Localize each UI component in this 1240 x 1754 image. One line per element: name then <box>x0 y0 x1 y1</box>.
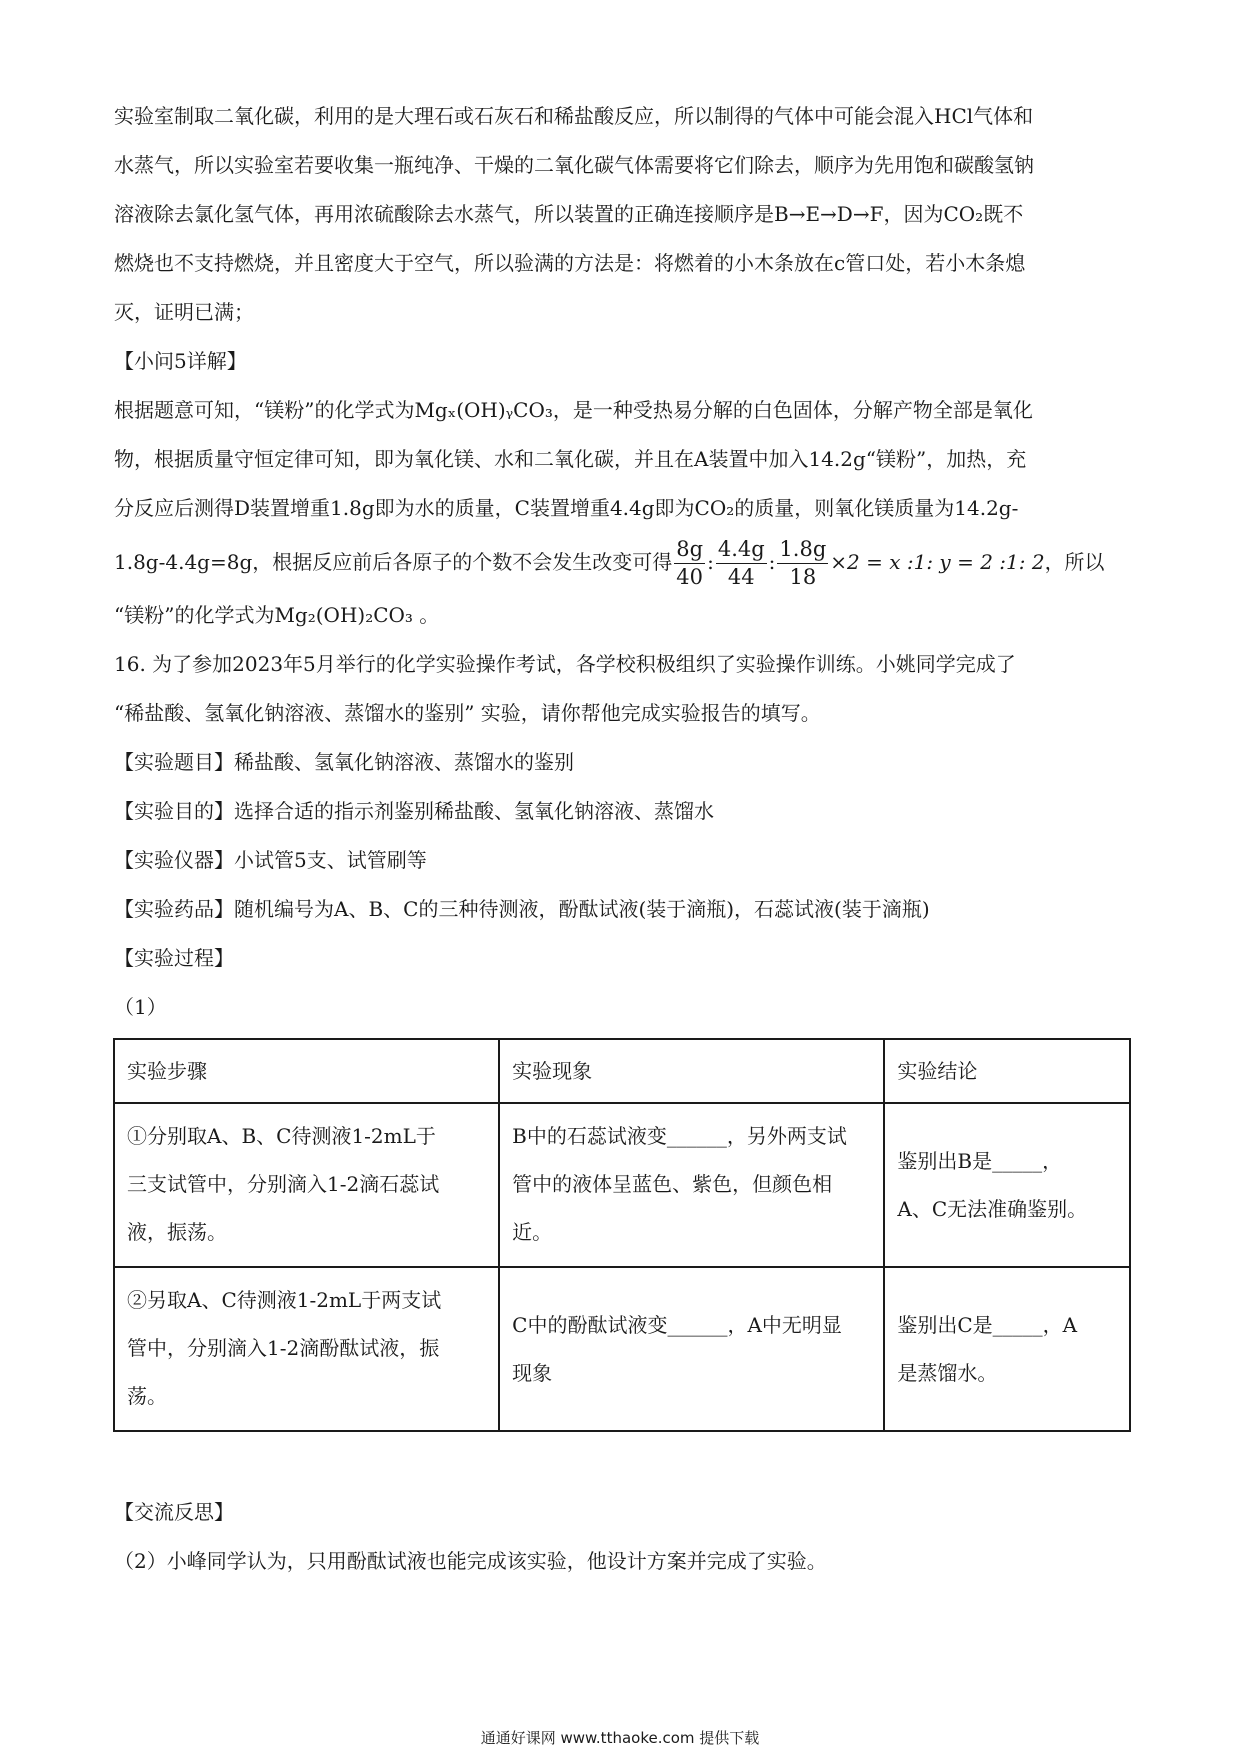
cell-line: ①分别取A、B、C待测液1-2mL于 <box>127 1124 436 1148</box>
cell-line: A、C无法准确鉴别。 <box>897 1197 1088 1221</box>
cell-line: 鉴别出C是_____，A <box>897 1313 1078 1337</box>
cell-line: ②另取A、C待测液1-2mL于两支试 <box>127 1288 442 1312</box>
cell-line: 荡。 <box>127 1384 167 1408</box>
text-line: 16. 为了参加2023年5月举行的化学实验操作考试，各学校积极组织了实验操作训练。小姚同学完成了 <box>114 652 1016 676</box>
cell-line: 是蒸馏水。 <box>897 1361 998 1385</box>
paragraph-magnesium-powder <box>114 386 1130 533</box>
page-content <box>114 92 1130 1032</box>
table-cell-conclusion <box>884 1103 1130 1267</box>
fraction-numerator: 8g <box>674 539 705 564</box>
text-line: 分反应后测得D装置增重1.8g即为水的质量，C装置增重4.4g即为CO₂的质量，则氧化镁质量为14.2g- <box>114 496 1019 520</box>
cell-line: 近。 <box>512 1220 553 1244</box>
experiment-process: 【实验过程】 <box>114 946 234 970</box>
formula-prefix: 1.8g-4.4g=8g，根据反应前后各原子的个数不会发生改变可得 <box>114 550 673 574</box>
text-line: 溶液除去氯化氢气体，再用浓硫酸除去水蒸气，所以装置的正确连接顺序是B→E→D→F，因为CO₂既不 <box>114 202 1024 226</box>
experiment-instruments: 【实验仪器】小试管5支、试管刷等 <box>114 848 427 872</box>
fraction-denominator: 18 <box>789 565 817 589</box>
fraction-co2 <box>716 539 767 588</box>
section-heading: 【小问5详解】 <box>114 349 247 373</box>
ratio-colon: : <box>707 550 714 574</box>
text-line: 灭，证明已满； <box>114 300 254 324</box>
cell-line: 管中，分别滴入1-2滴酚酞试液，振 <box>127 1336 440 1360</box>
fraction-denominator: 40 <box>676 565 704 589</box>
text-line: 物，根据质量守恒定律可知，即为氧化镁、水和二氧化碳，并且在A装置中加入14.2g“镁粉”，加热，充 <box>114 447 1027 471</box>
text-line: “镁粉”的化学式为Mg₂(OH)₂CO₃ 。 <box>114 603 440 627</box>
fraction-denominator: 44 <box>727 565 755 589</box>
table-row <box>114 1103 1130 1267</box>
experiment-reagents: 【实验药品】随机编号为A、B、C的三种待测液，酚酞试液(装于滴瓶)，石蕊试液(装于滴瓶) <box>114 897 930 921</box>
part-1-label: （1） <box>114 995 167 1019</box>
cell-line: 三支试管中，分别滴入1-2滴石蕊试 <box>127 1172 440 1196</box>
cell-line: 液，振荡。 <box>127 1220 227 1244</box>
page-footer: 通通好课网 www.tthaoke.com 提供下载 <box>480 1729 760 1747</box>
table-cell-step <box>114 1267 499 1431</box>
question-16 <box>114 640 1130 738</box>
table-header: 实验现象 <box>499 1039 884 1103</box>
table-header-row <box>114 1039 1130 1103</box>
table-cell-conclusion <box>884 1267 1130 1431</box>
part-2-text: （2）小峰同学认为，只用酚酞试液也能完成该实验，他设计方案并完成了实验。 <box>114 1549 827 1573</box>
cell-line: B中的石蕊试液变______，另外两支试 <box>512 1124 847 1148</box>
paragraph-co2-preparation <box>114 92 1130 337</box>
reflection-heading: 【交流反思】 <box>114 1500 234 1524</box>
table-row <box>114 1267 1130 1431</box>
experiment-table <box>113 1038 1131 1432</box>
experiment-title: 【实验题目】稀盐酸、氢氧化钠溶液、蒸馏水的鉴别 <box>114 750 574 774</box>
experiment-purpose: 【实验目的】选择合适的指示剂鉴别稀盐酸、氢氧化钠溶液、蒸馏水 <box>114 799 714 823</box>
formula-tail: ×2 = x :1: y = 2 :1: 2 <box>830 550 1045 574</box>
fraction-water <box>777 539 828 588</box>
table-header: 实验结论 <box>884 1039 1130 1103</box>
formula-line <box>114 533 1130 591</box>
text-line: 水蒸气，所以实验室若要收集一瓶纯净、干燥的二氧化碳气体需要将它们除去，顺序为先用饱和碳酸氢钠 <box>114 153 1034 177</box>
text-line: 根据题意可知，“镁粉”的化学式为Mgₓ(OH)ᵧCO₃，是一种受热易分解的白色固体，分解产物全部是氧化 <box>114 398 1033 422</box>
text-line: 实验室制取二氧化碳，利用的是大理石或石灰石和稀盐酸反应，所以制得的气体中可能会混入HCl气体和 <box>114 104 1034 128</box>
text-line: 燃烧也不支持燃烧，并且密度大于空气，所以验满的方法是：将燃着的小木条放在c管口处，若小木条熄 <box>114 251 1026 275</box>
fraction-mgo <box>674 539 705 588</box>
cell-line: 管中的液体呈蓝色、紫色，但颜色相 <box>512 1172 833 1196</box>
reflection-section <box>114 1488 827 1586</box>
table-cell-step <box>114 1103 499 1267</box>
table-header: 实验步骤 <box>114 1039 499 1103</box>
formula-suffix: ，所以 <box>1044 550 1105 574</box>
table-cell-phenomenon <box>499 1267 884 1431</box>
cell-line: C中的酚酞试液变______，A中无明显 <box>512 1313 842 1337</box>
table-cell-phenomenon <box>499 1103 884 1267</box>
text-line: “稀盐酸、氢氧化钠溶液、蒸馏水的鉴别” 实验，请你帮他完成实验报告的填写。 <box>114 701 821 725</box>
cell-line: 现象 <box>512 1361 553 1385</box>
fraction-numerator: 4.4g <box>716 539 767 564</box>
fraction-numerator: 1.8g <box>777 539 828 564</box>
cell-line: 鉴别出B是_____， <box>897 1149 1063 1173</box>
ratio-colon: : <box>768 550 776 574</box>
